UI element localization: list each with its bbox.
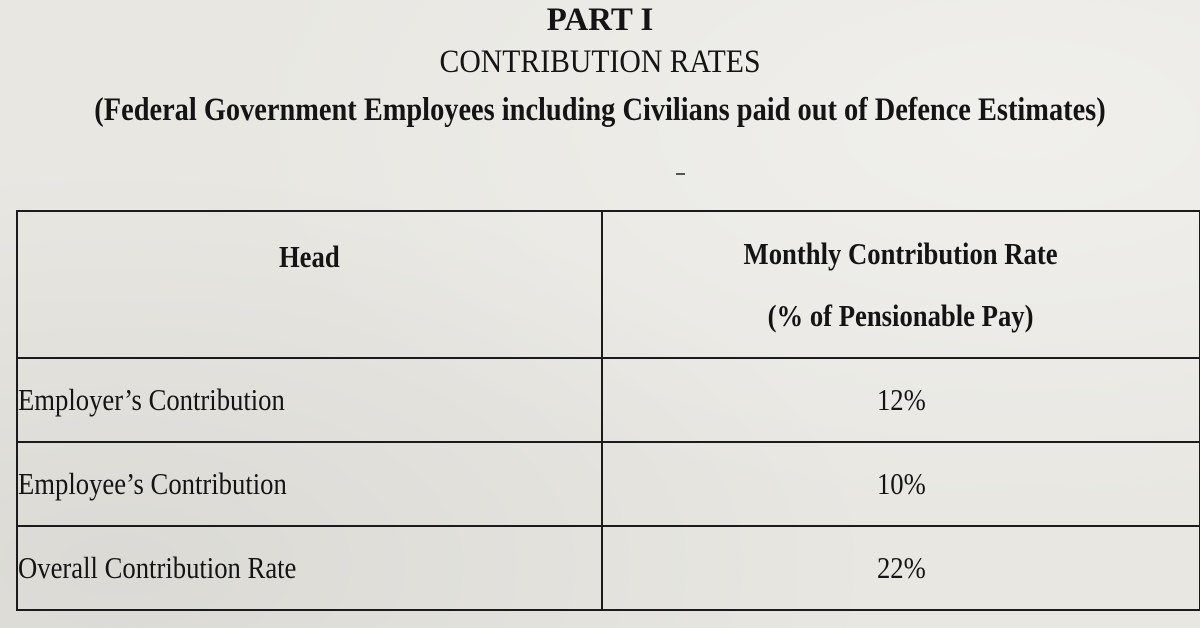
table-row (17, 526, 1200, 610)
part-title: PART I (546, 2, 654, 38)
contribution-rates-table (16, 210, 1200, 611)
table-header-row (17, 211, 1200, 358)
column-header-head (17, 211, 602, 358)
column-header-rate (602, 211, 1200, 358)
table-row (17, 358, 1200, 442)
row-rate-value: 22% (876, 550, 926, 585)
row-head-cell (17, 526, 602, 610)
row-rate-cell (602, 358, 1200, 442)
table-row (17, 442, 1200, 526)
row-head-label: Employee’s Contribution (18, 466, 287, 501)
row-head-label: Employer’s Contribution (18, 382, 285, 417)
section-title: CONTRIBUTION RATES (439, 44, 761, 80)
row-rate-cell (602, 526, 1200, 610)
row-rate-cell (602, 442, 1200, 526)
column-header-rate-line1: Monthly Contribution Rate (743, 235, 1059, 271)
column-header-rate-line2: (% of Pensionable Pay) (768, 297, 1034, 333)
row-head-cell (17, 358, 602, 442)
row-head-cell (17, 442, 602, 526)
row-rate-value: 12% (876, 382, 926, 417)
row-head-label: Overall Contribution Rate (18, 550, 297, 585)
document-subtitle: (Federal Government Employees including Civilians paid out of Defence Estimates) (94, 92, 1106, 128)
print-mark (676, 173, 685, 175)
row-rate-value: 10% (876, 466, 926, 501)
column-header-head-label: Head (279, 238, 340, 274)
